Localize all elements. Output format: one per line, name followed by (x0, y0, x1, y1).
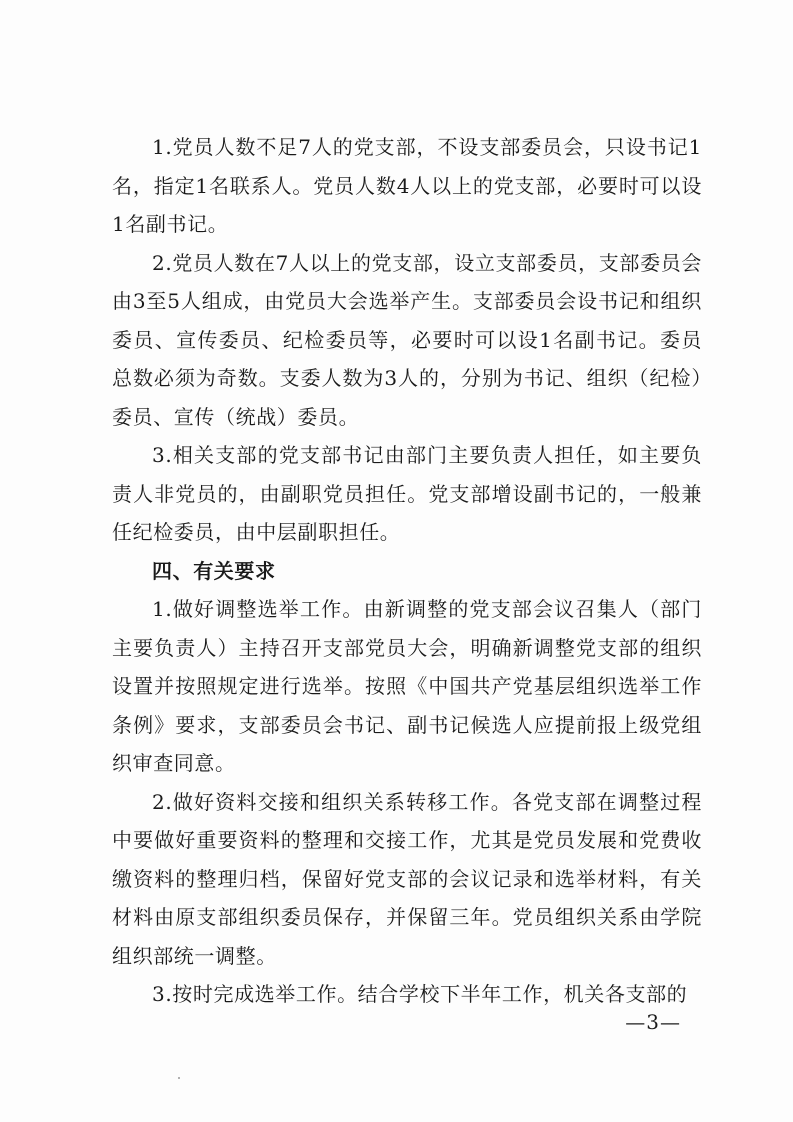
requirement-2: 2.做好资料交接和组织关系转移工作。各党支部在调整过程中要做好重要资料的整理和交接工作，尤其是党员发展和党费收缴资料的整理归档，保留好党支部的会议记录和选举材料，有关材料由原支部组织委员保存，并保留三年。党员组织关系由学院组织部统一调整。 (112, 789, 702, 968)
paragraph-3: 3.相关支部的党支部书记由部门主要负责人担任，如主要负责人非党员的，由副职党员担任。党支部增设副书记的，一般兼任纪检委员，由中层副职担任。 (112, 443, 702, 544)
requirement-1: 1.做好调整选举工作。由新调整的党支部会议召集人（部门主要负责人）主持召开支部党员大会，明确新调整党支部的组织设置并按照规定进行选举。按照《中国共产党基层组织选举工作条例》要求，支部委员会书记、副书记候选人应提前报上级党组织审查同意。 (112, 597, 702, 775)
scan-artifact-dot (178, 1077, 180, 1079)
document-body (112, 128, 702, 1014)
paragraph-2: 2.党员人数在7人以上的党支部，设立支部委员，支部委员会由3至5人组成，由党员大会选举产生。支部委员会设书记和组织委员、宣传委员、纪检委员等，必要时可以设1名副书记。委员总数必须为奇数。支委人数为3人的，分别为书记、组织（纪检）委员、宣传（统战）委员。 (112, 250, 702, 429)
section-heading: 四、有关要求 (152, 558, 276, 583)
requirement-3: 3.按时完成选举工作。结合学校下半年工作，机关各支部的 (152, 982, 688, 1006)
paragraph-1: 1.党员人数不足7人的党支部，不设支部委员会，只设书记1名，指定1名联系人。党员人数4人以上的党支部，必要时可以设1名副书记。 (112, 135, 702, 236)
page-number: —3— (625, 1010, 681, 1034)
